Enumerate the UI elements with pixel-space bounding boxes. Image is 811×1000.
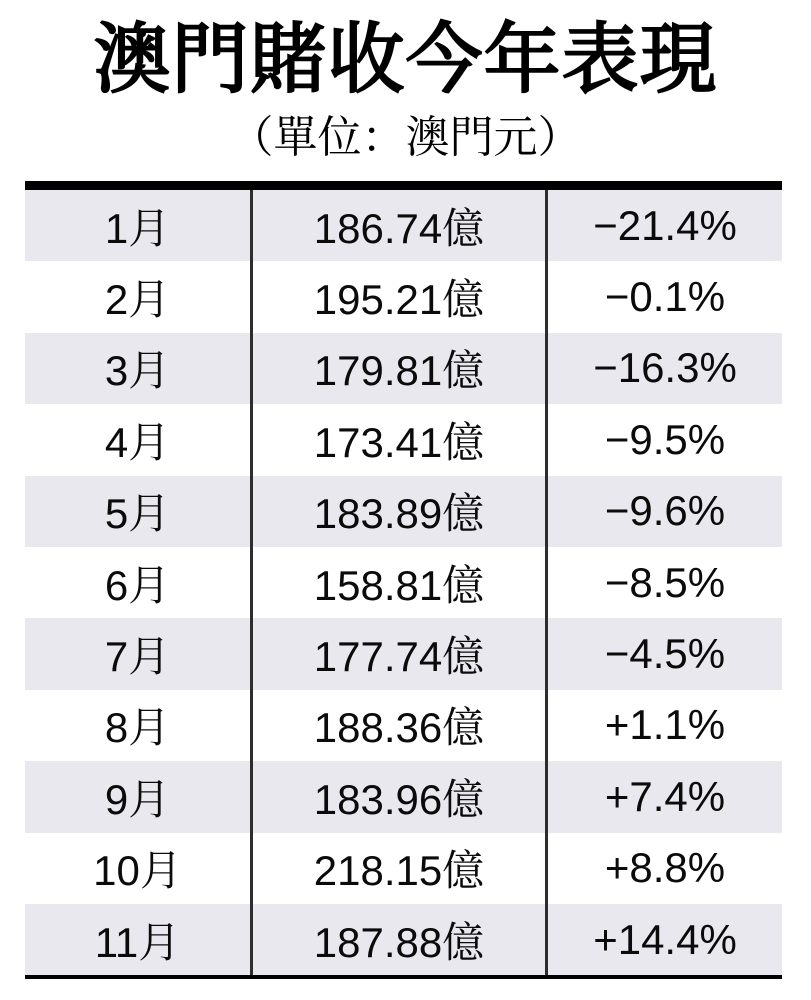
table-row <box>25 476 782 547</box>
revenue-cell: 218.15億 <box>250 833 545 904</box>
month-cell: 2月 <box>104 276 171 324</box>
revenue-cell: 188.36億 <box>250 690 545 761</box>
change-cell: −0.1% <box>545 261 782 332</box>
table-row <box>25 190 782 261</box>
change-cell: −21.4% <box>545 190 782 261</box>
revenue-cell: 177.74億 <box>250 618 545 689</box>
month-cell: 4月 <box>104 418 171 466</box>
revenue-cell: 179.81億 <box>250 333 545 404</box>
page-title: 澳門賭收今年表現 <box>93 17 718 103</box>
change-cell: −8.5% <box>545 547 782 618</box>
table-row <box>25 404 782 475</box>
revenue-cell: 158.81億 <box>250 547 545 618</box>
month-cell: 8月 <box>104 704 171 752</box>
month-cell: 9月 <box>104 775 171 823</box>
month-cell: 3月 <box>104 347 171 395</box>
revenue-cell: 186.74億 <box>250 190 545 261</box>
revenue-table <box>25 181 782 979</box>
revenue-cell: 187.88億 <box>250 904 545 975</box>
change-cell: −9.5% <box>545 404 782 475</box>
change-cell: −4.5% <box>545 618 782 689</box>
month-cell: 6月 <box>104 561 171 609</box>
change-cell: −16.3% <box>545 333 782 404</box>
table-row <box>25 333 782 404</box>
table-row <box>25 618 782 689</box>
month-cell: 5月 <box>104 490 171 538</box>
revenue-cell: 183.96億 <box>250 761 545 832</box>
table-row <box>25 761 782 832</box>
change-cell: +14.4% <box>545 904 782 975</box>
month-cell: 1月 <box>104 204 171 252</box>
change-cell: +8.8% <box>545 833 782 904</box>
page-subtitle: （單位：澳門元） <box>229 113 582 162</box>
change-cell: +1.1% <box>545 690 782 761</box>
revenue-cell: 173.41億 <box>250 404 545 475</box>
table-row <box>25 904 782 975</box>
revenue-cell: 183.89億 <box>250 476 545 547</box>
table-row <box>25 833 782 904</box>
table-row <box>25 690 782 761</box>
change-cell: +7.4% <box>545 761 782 832</box>
month-cell: 7月 <box>104 633 171 681</box>
month-cell: 11月 <box>94 918 181 966</box>
change-cell: −9.6% <box>545 476 782 547</box>
table-row <box>25 547 782 618</box>
table-row <box>25 261 782 332</box>
month-cell: 10月 <box>93 847 182 895</box>
revenue-cell: 195.21億 <box>250 261 545 332</box>
